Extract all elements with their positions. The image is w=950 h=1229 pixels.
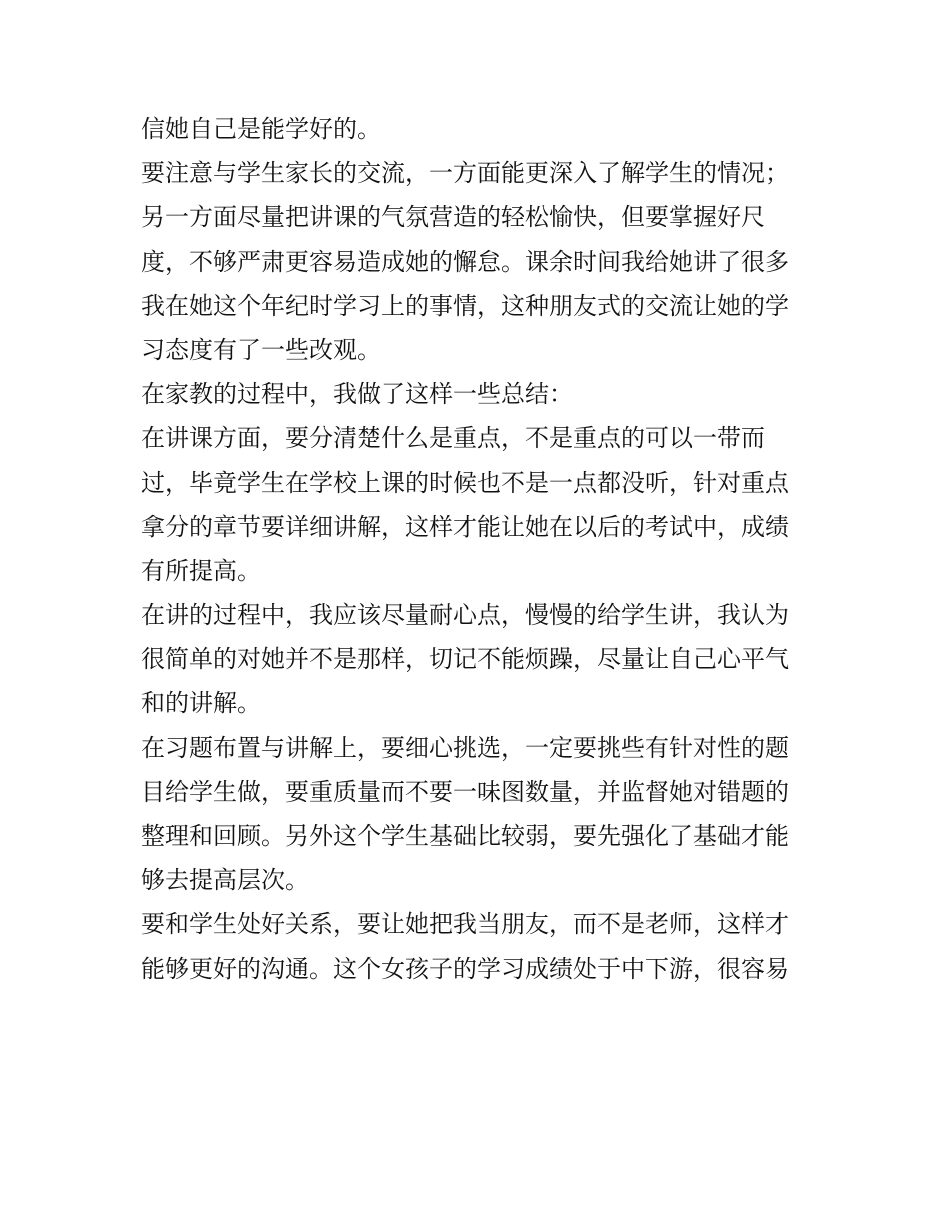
- text-line: 很简单的对她并不是那样，切记不能烦躁，尽量让自己心平气: [141, 645, 789, 674]
- text-line: 有所提高。: [141, 556, 261, 585]
- text-line: 信她自己是能学好的。: [141, 115, 381, 143]
- text-line: 拿分的章节要详细讲解，这样才能让她在以后的考试中，成绩: [141, 512, 789, 541]
- text-line: 目给学生做，要重质量而不要一味图数量，并监督她对错题的: [141, 777, 789, 806]
- text-line: 度，不够严肃更容易造成她的懈怠。课余时间我给她讲了很多: [141, 247, 789, 276]
- text-line: 要和学生处好关系，要让她把我当朋友，而不是老师，这样才: [141, 910, 789, 939]
- text-line: 要注意与学生家长的交流，一方面能更深入了解学生的情况；: [141, 159, 789, 188]
- text-line: 过，毕竟学生在学校上课的时候也不是一点都没听，针对重点: [141, 468, 789, 497]
- text-line: 和的讲解。: [141, 689, 261, 718]
- text-line: 在家教的过程中，我做了这样一些总结：: [141, 380, 573, 409]
- text-line: 在讲课方面，要分清楚什么是重点，不是重点的可以一带而: [141, 424, 765, 453]
- text-line: 习态度有了一些改观。: [141, 335, 381, 364]
- text-line: 另一方面尽量把讲课的气氛营造的轻松愉快，但要掌握好尺: [141, 203, 765, 232]
- text-line: 整理和回顾。另外这个学生基础比较弱，要先强化了基础才能: [141, 822, 789, 850]
- text-line: 够去提高层次。: [141, 866, 309, 895]
- document-body: [141, 107, 821, 991]
- text-line: 在习题布置与讲解上，要细心挑选，一定要挑些有针对性的题: [141, 733, 789, 762]
- text-line: 我在她这个年纪时学习上的事情，这种朋友式的交流让她的学: [141, 291, 789, 320]
- text-line: 能够更好的沟通。这个女孩子的学习成绩处于中下游，很容易: [141, 954, 789, 983]
- text-line: 在讲的过程中，我应该尽量耐心点，慢慢的给学生讲，我认为: [141, 601, 789, 630]
